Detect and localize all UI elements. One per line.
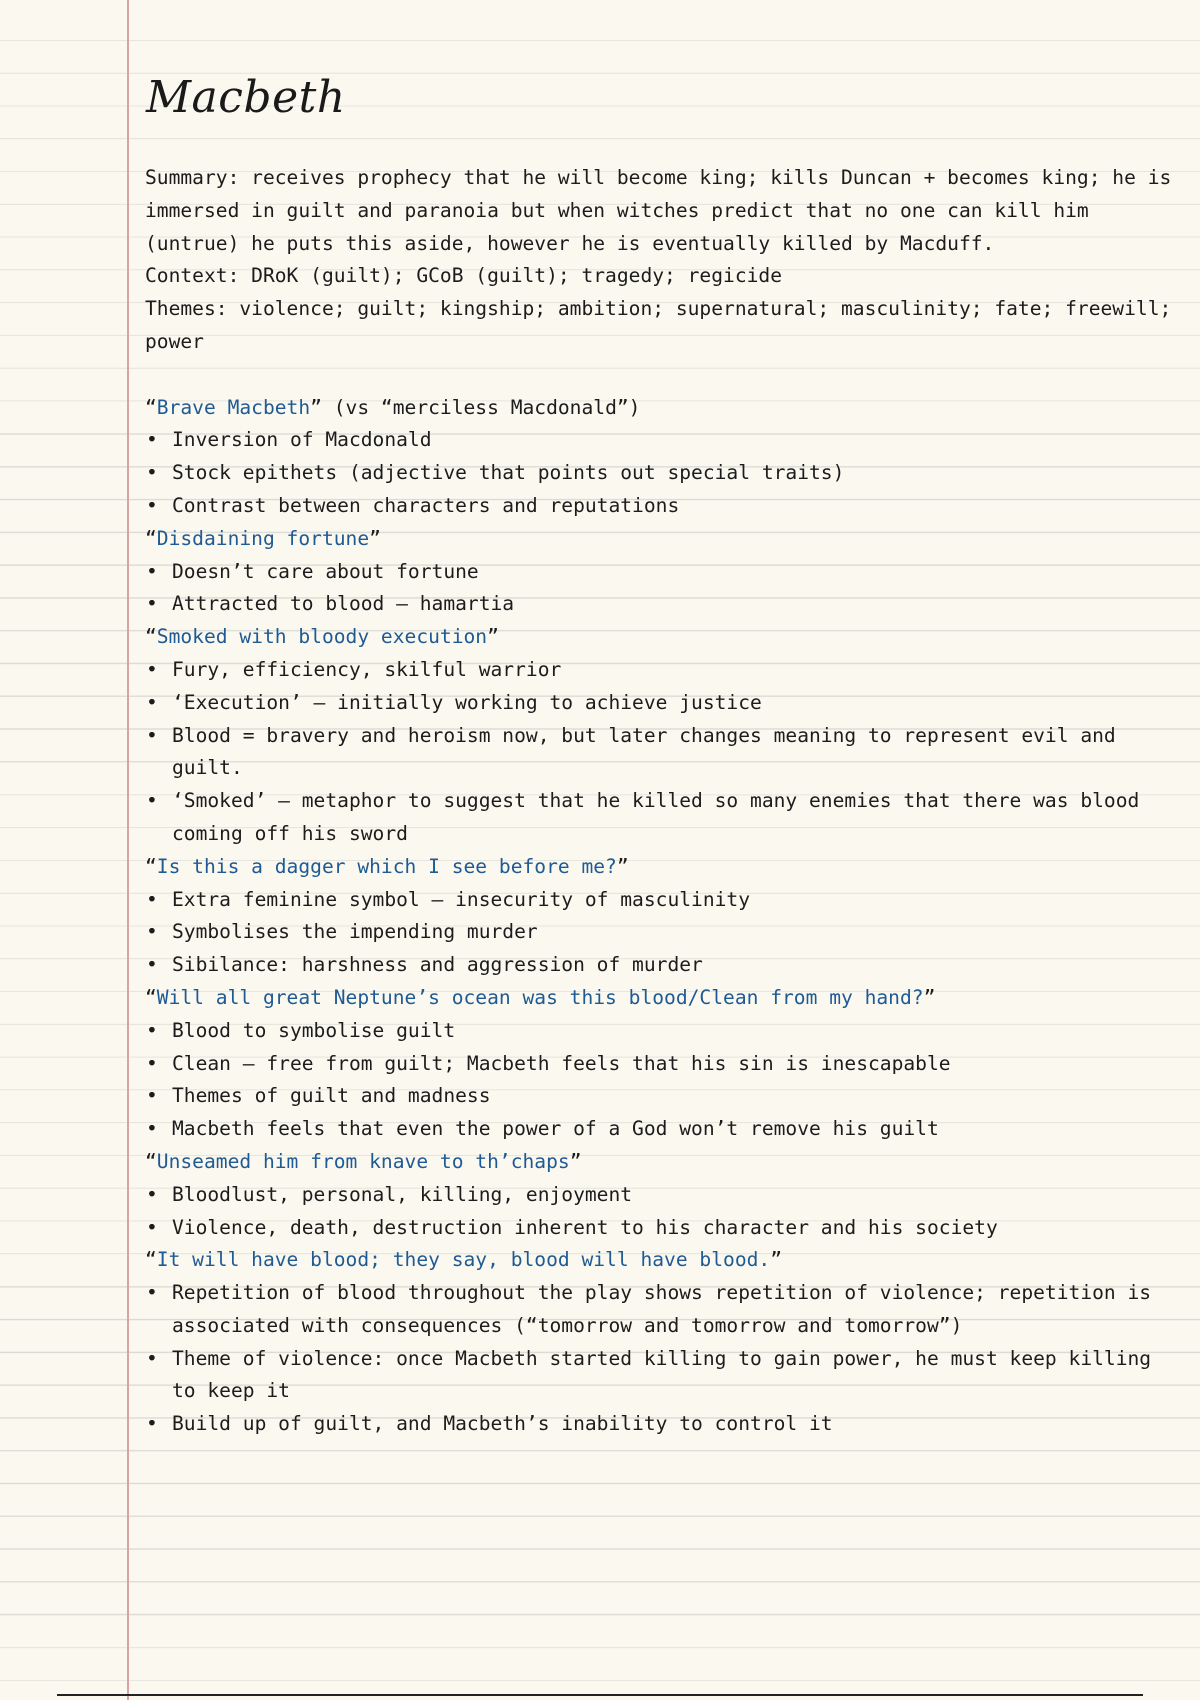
quote-section <box>145 523 1185 621</box>
bullet-list <box>145 884 1185 982</box>
bullet-point: • Build up of guilt, and Macbeth’s inability to control it <box>145 1408 1185 1441</box>
quote-line <box>145 1146 1185 1179</box>
bullet-point: • Bloodlust, personal, killing, enjoyment <box>145 1179 1185 1212</box>
quote-section <box>145 392 1185 523</box>
bullet-point: • Macbeth feels that even the power of a God won’t remove his guilt <box>145 1113 1185 1146</box>
bullet-list <box>145 556 1185 622</box>
bullet-list <box>145 654 1185 851</box>
page-title: Macbeth <box>146 72 346 123</box>
bullet-point: • Symbolises the impending murder <box>145 916 1185 949</box>
quote-section <box>145 1244 1185 1441</box>
quote-line <box>145 982 1185 1015</box>
bullet-point: • Doesn’t care about fortune <box>145 556 1185 589</box>
margin-line <box>127 0 129 1700</box>
quote-text: Disdaining fortune <box>156 526 370 550</box>
close-quote-mark: ” <box>310 395 322 419</box>
quote-section <box>145 982 1185 1146</box>
bullet-list <box>145 1179 1185 1245</box>
quote-section <box>145 1146 1185 1244</box>
open-quote-mark: “ <box>145 854 157 878</box>
quote-text: It will have blood; they say, blood will have blood. <box>156 1248 771 1272</box>
quote-line <box>145 1244 1185 1277</box>
close-quote-mark: ” <box>923 985 936 1009</box>
quote-text: Smoked with bloody execution <box>156 625 488 649</box>
close-quote-mark: ” <box>616 854 629 878</box>
summary-paragraph: Summary: receives prophecy that he will become king; kills Duncan + becomes king; he is immersed in guilt and paranoia but when witches predict that no one can kill him (untrue) he puts this aside, however he is eventually killed by Macduff. <box>145 166 1172 255</box>
quote-section <box>145 621 1185 851</box>
quote-sections <box>145 392 1185 1442</box>
bullet-point: • Attracted to blood – hamartia <box>145 588 1185 621</box>
bullet-point: • Theme of violence: once Macbeth started killing to gain power, he must keep killing to keep it <box>145 1343 1185 1409</box>
quote-section <box>145 851 1185 982</box>
bottom-rule <box>57 1694 1143 1696</box>
bullet-point: • Stock epithets (adjective that points out special traits) <box>145 457 1185 490</box>
context-paragraph: Context: DRoK (guilt); GCoB (guilt); tragedy; regicide <box>145 264 783 288</box>
bullet-point: • Sibilance: harshness and aggression of murder <box>145 949 1185 982</box>
bullet-point: • Violence, death, destruction inherent to his character and his society <box>145 1212 1185 1245</box>
quote-text: Unseamed him from knave to th’chaps <box>156 1149 570 1173</box>
bullet-point: • Fury, efficiency, skilful warrior <box>145 654 1185 687</box>
blank-line <box>145 359 1185 392</box>
bullet-point: • Clean – free from guilt; Macbeth feels that his sin is inescapable <box>145 1048 1185 1081</box>
open-quote-mark: “ <box>145 985 157 1009</box>
open-quote-mark: “ <box>145 395 157 419</box>
bullet-point: • ‘Execution’ – initially working to achieve justice <box>145 687 1185 720</box>
close-quote-mark: ” <box>487 625 499 649</box>
notes-body <box>145 162 1185 1441</box>
quote-text: Is this a dagger which I see before me? <box>156 854 617 878</box>
bullet-point: • ‘Smoked’ – metaphor to suggest that he killed so many enemies that there was blood coming off his sword <box>145 785 1185 851</box>
close-quote-mark: ” <box>369 526 381 550</box>
bullet-point: • Blood to symbolise guilt <box>145 1015 1185 1048</box>
bullet-list <box>145 424 1185 522</box>
quote-line <box>145 523 1185 556</box>
close-quote-mark: ” <box>569 1149 582 1173</box>
open-quote-mark: “ <box>145 625 157 649</box>
bullet-point: • Repetition of blood throughout the play shows repetition of violence; repetition is associated with consequences (“tomorrow and tomorrow and tomorrow”) <box>145 1277 1185 1343</box>
bullet-point: • Blood = bravery and heroism now, but later changes meaning to represent evil and guilt. <box>145 720 1185 786</box>
open-quote-mark: “ <box>145 526 157 550</box>
bullet-list <box>145 1277 1185 1441</box>
bullet-list <box>145 1015 1185 1146</box>
quote-text: Brave Macbeth <box>156 395 311 419</box>
quote-line <box>145 392 1185 425</box>
bullet-point: • Inversion of Macdonald <box>145 424 1185 457</box>
quote-suffix: (vs “merciless Macdonald”) <box>321 395 641 419</box>
quote-text: Will all great Neptune’s ocean was this blood/Clean from my hand? <box>156 985 924 1009</box>
themes-paragraph: Themes: violence; guilt; kingship; ambition; supernatural; masculinity; fate; freewill; power <box>145 297 1172 353</box>
close-quote-mark: ” <box>770 1248 783 1272</box>
quote-line <box>145 851 1185 884</box>
bullet-point: • Contrast between characters and reputations <box>145 490 1185 523</box>
open-quote-mark: “ <box>145 1248 157 1272</box>
open-quote-mark: “ <box>145 1149 157 1173</box>
bullet-point: • Extra feminine symbol – insecurity of masculinity <box>145 884 1185 917</box>
bullet-point: • Themes of guilt and madness <box>145 1080 1185 1113</box>
quote-line <box>145 621 1185 654</box>
